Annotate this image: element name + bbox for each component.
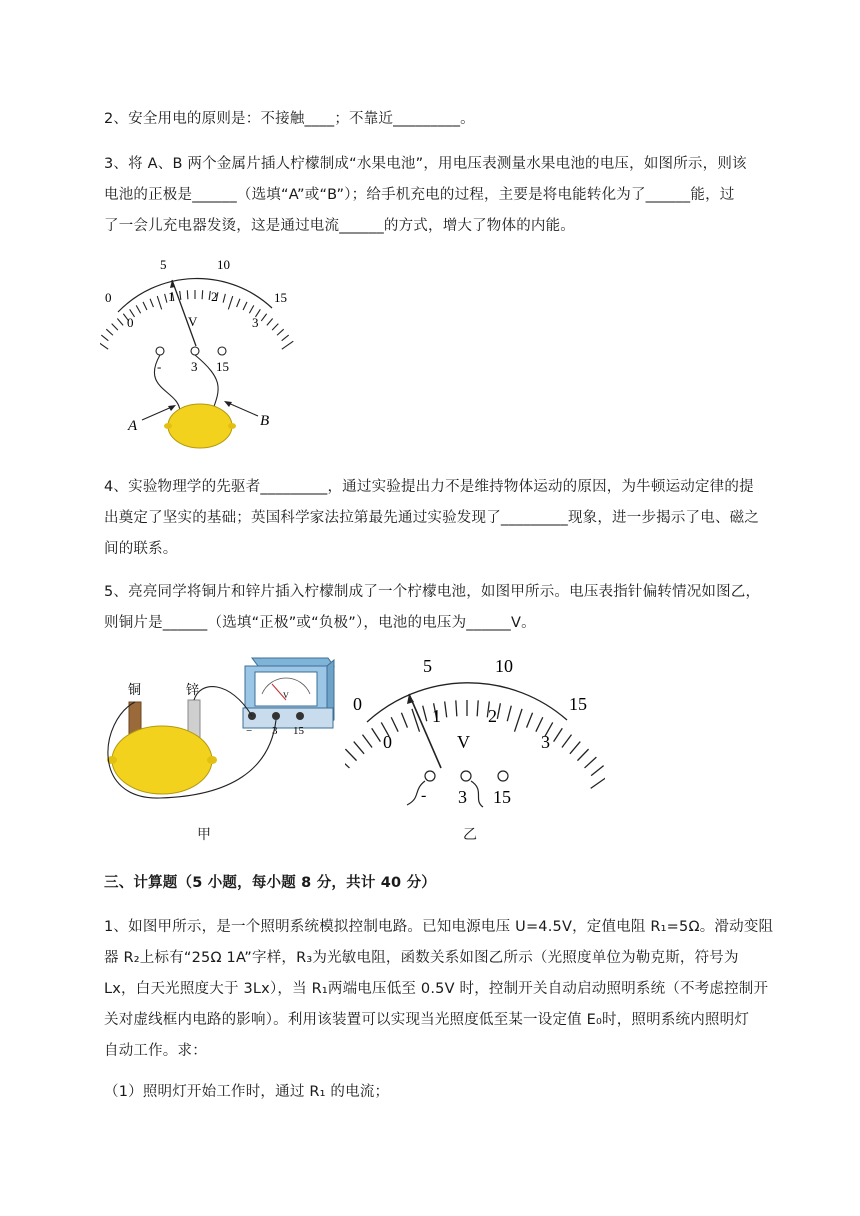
minor-tick	[554, 728, 563, 741]
minor-tick	[536, 717, 543, 731]
zinc-label: 锌	[186, 682, 200, 697]
terminal-label-minus: -	[157, 359, 162, 374]
minor-tick	[277, 329, 284, 335]
minor-tick	[345, 749, 356, 761]
section-3-title: 三、计算题（5 小题，每小题 8 分，共计 40 分）	[104, 875, 436, 891]
dial-unit: V	[457, 732, 470, 752]
minor-tick	[391, 717, 398, 731]
copper-label: 铜	[128, 682, 142, 697]
minor-tick	[570, 742, 580, 754]
label-a: A	[128, 418, 138, 434]
minor-tick	[562, 735, 572, 748]
terminal-label-15: 15	[216, 359, 229, 374]
question-5-line-1: 5、亮亮同学将铜片和锌片插入柠檬制成了一个柠檬电池，如图甲所示。电压表指针偏转情况如图乙，	[104, 584, 761, 600]
minor-tick	[577, 749, 588, 761]
major-tick	[282, 341, 293, 349]
calc-1-line-3: Lx，白天光照度大于 3Lx），当 R₁两端电压低至 0.5V 时，控制开关自动启动照明系统（不考虑控制开	[104, 981, 769, 997]
meter-box-top	[252, 658, 334, 666]
terminal-minus	[156, 347, 164, 355]
dial-upper-tick-10: 10	[495, 656, 513, 676]
dial-upper-tick-0: 0	[353, 694, 362, 714]
minor-tick	[354, 742, 364, 754]
minor-tick	[150, 299, 153, 307]
label-b: B	[260, 413, 270, 429]
figure-caption-yi: 乙	[463, 827, 477, 843]
minor-tick	[272, 324, 278, 330]
upper-tick-0: 0	[105, 290, 112, 305]
minor-tick	[237, 299, 240, 307]
voltmeter-dial-figure	[345, 650, 605, 815]
calc-1-line-2: 器 R₂上标有“25Ω 1A”字样，R₃为光敏电阻，函数关系如图乙所示（光照度单位为勒克斯，符号为	[104, 950, 739, 966]
dial-terminal-label-minus: -	[421, 787, 427, 804]
minor-tick	[282, 335, 289, 341]
minor-tick	[423, 706, 427, 721]
dial-lower-tick-0: 0	[383, 732, 392, 752]
panel-unit: V	[283, 691, 289, 700]
dial-terminal-label-15: 15	[493, 787, 511, 807]
calc-1-line-1: 1、如图甲所示，是一个照明系统模拟控制电路。已知电源电压 U=4.5V，定值电阻 R₁=5Ω。滑动变阻	[104, 919, 774, 935]
minor-tick	[180, 291, 181, 300]
minor-tick	[261, 314, 266, 321]
minor-tick	[187, 290, 188, 299]
dial-lower-tick-2: 2	[488, 706, 497, 726]
minor-tick	[223, 294, 225, 303]
meter-unit: V	[188, 314, 198, 329]
question-4-line-1: 4、实验物理学的先驱者_________，通过实验提出力不是维持物体运动的原因，为牛顿运动定律的提	[104, 479, 754, 495]
wire-b	[195, 355, 218, 412]
arrow-a	[142, 406, 174, 420]
minor-tick	[591, 766, 603, 776]
dial-terminal-minus	[425, 771, 435, 781]
dial-lower-tick-3: 3	[541, 732, 550, 752]
upper-tick-15: 15	[274, 290, 287, 305]
dial-terminal-3	[461, 771, 471, 781]
minor-tick	[477, 700, 478, 716]
question-2: 2、安全用电的原则是：不接触____；不靠近_________。	[104, 111, 475, 127]
minor-tick	[243, 302, 247, 310]
minor-tick	[507, 706, 511, 721]
panel-terminal-15	[296, 712, 304, 720]
minor-tick	[527, 713, 533, 728]
dial-lower-tick-1: 1	[432, 706, 441, 726]
major-tick	[228, 296, 232, 309]
question-3-line-2: 电池的正极是______（选填“A”或“B”）；给手机充电的过程，主要是将电能转化为了______能，过	[104, 187, 735, 203]
minor-tick	[202, 290, 203, 299]
lower-tick-2: 2	[211, 289, 218, 304]
calc-1-line-4: 关对虚线框内电路的影响）。利用该装置可以实现当光照度低至某一设定值 E₀时，照明系统内照明灯	[104, 1012, 750, 1028]
major-tick	[100, 341, 108, 349]
lemon-large	[112, 726, 212, 794]
question-3-line-1: 3、将 A、B 两个金属片插人柠檬制成“水果电池”，用电压表测量水果电池的电压，如图所示，则该	[104, 156, 747, 172]
major-tick	[591, 775, 605, 789]
minor-tick	[101, 335, 108, 341]
minor-tick	[117, 319, 123, 326]
dial-terminal-label-3: 3	[458, 787, 467, 807]
minor-tick	[345, 757, 349, 768]
minor-tick	[401, 713, 407, 728]
major-tick	[157, 296, 161, 309]
minor-tick	[112, 324, 118, 330]
major-tick	[514, 709, 522, 732]
minor-tick	[362, 735, 372, 748]
question-4-line-2: 出奠定了坚实的基础；英国科学家法拉第最先通过实验发现了_________现象，进一步揭示了电、磁之	[104, 510, 760, 526]
terminal-15	[218, 347, 226, 355]
calc-1-line-5: 自动工作。求：	[104, 1043, 207, 1059]
minor-tick	[165, 294, 167, 303]
calc-1-sub-1: （1）照明灯开始工作时，通过 R₁ 的电流；	[104, 1084, 390, 1100]
minor-tick	[456, 700, 457, 716]
terminal-3	[191, 347, 199, 355]
lower-tick-0: 0	[127, 315, 134, 330]
panel-label-15: 15	[293, 725, 304, 737]
lemon	[168, 404, 232, 448]
minor-tick	[445, 701, 447, 717]
figure-caption-jia: 甲	[197, 827, 211, 843]
major-tick	[412, 709, 420, 732]
panel-terminal-3	[272, 712, 280, 720]
minor-tick	[497, 703, 500, 719]
upper-tick-10: 10	[217, 257, 230, 272]
meter-needle	[172, 280, 196, 346]
dial-terminal-15	[498, 771, 508, 781]
dial-upper-tick-15: 15	[569, 694, 587, 714]
minor-tick	[585, 757, 597, 768]
voltmeter-lemon-figure	[100, 250, 310, 460]
panel-label-minus: −	[246, 725, 253, 737]
minor-tick	[249, 305, 253, 313]
upper-tick-5: 5	[160, 257, 167, 272]
minor-tick	[372, 728, 381, 741]
lemon-battery-figure	[100, 650, 340, 815]
minor-tick	[267, 319, 273, 326]
minor-tick	[106, 329, 113, 335]
question-3-line-3: 了一会儿充电器发烫，这是通过电流______的方式，增大了物体的内能。	[104, 218, 575, 234]
panel-label-3: 3	[272, 725, 278, 737]
lower-tick-1: 1	[168, 289, 175, 304]
dial-upper-tick-5: 5	[423, 656, 432, 676]
minor-tick	[136, 305, 140, 313]
terminal-label-3: 3	[191, 359, 198, 374]
arrow-b	[226, 402, 258, 416]
lower-tick-3: 3	[252, 315, 259, 330]
question-4-line-3: 间的联系。	[104, 541, 178, 557]
dial-wire-3	[471, 781, 483, 807]
minor-tick	[143, 302, 147, 310]
question-5-line-2: 则铜片是______（选填“正极”或“负极”），电池的电压为______V。	[104, 615, 536, 631]
